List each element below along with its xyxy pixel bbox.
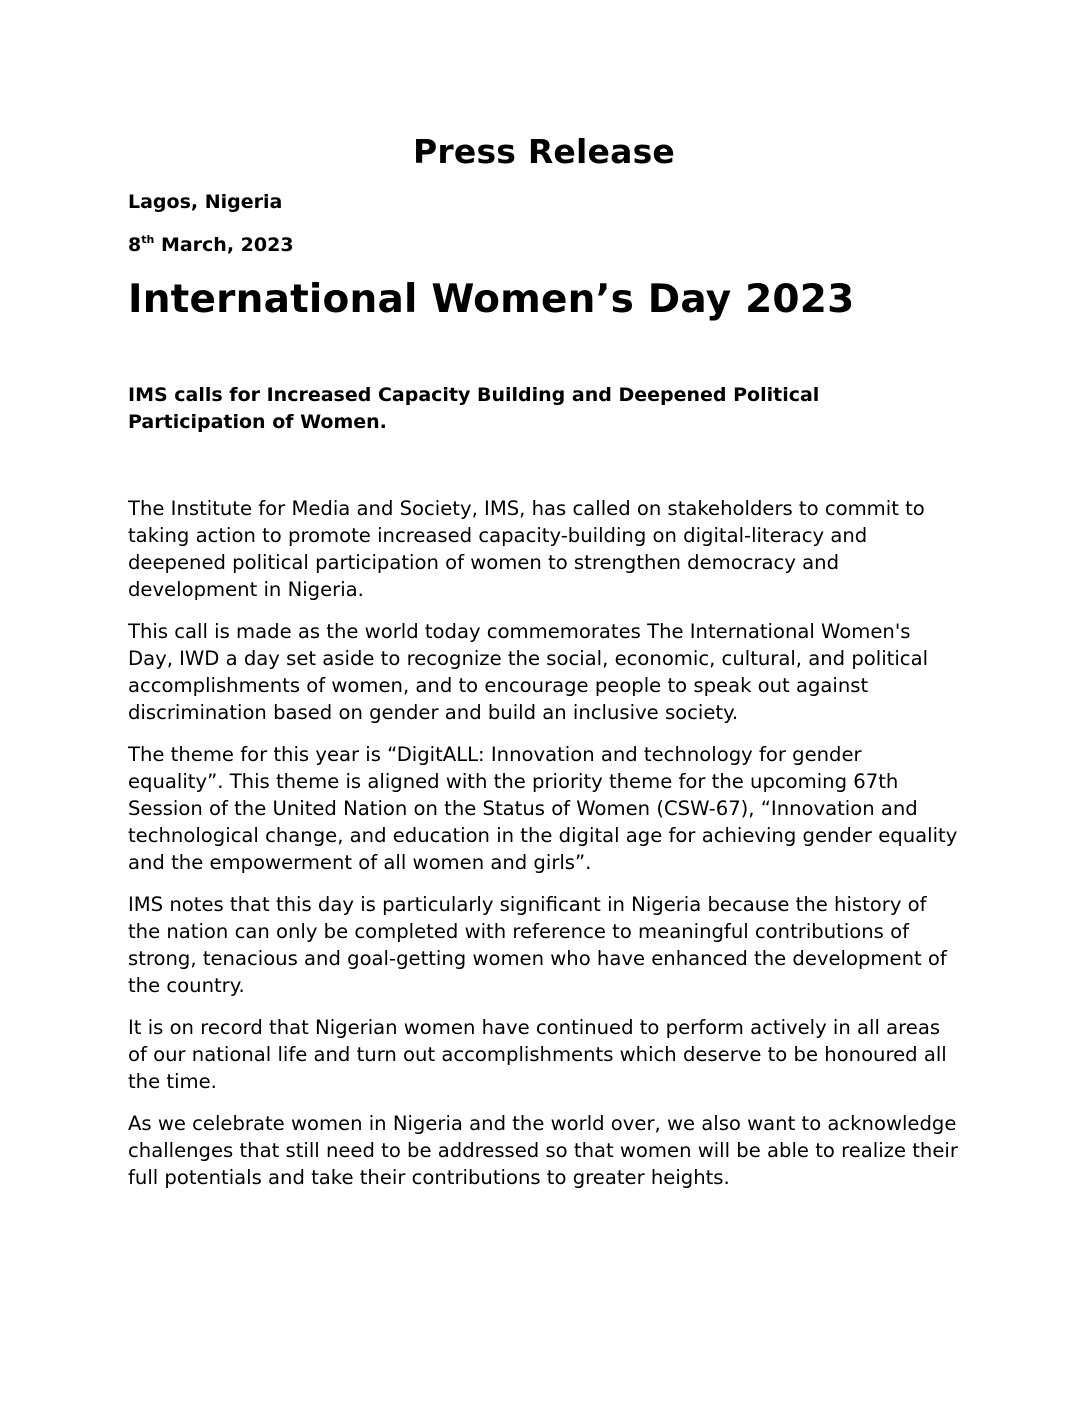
paragraph: This call is made as the world today commemorates The International Women's Day, IWD a day set aside to recognize the social, economic, cultural, and political accomplishments of women, and to encourage people to speak out against discrimination based on gender and build an inclusive society. [128, 620, 929, 724]
date-day: 8 [128, 234, 142, 256]
event-title: International Women’s Day 2023 [128, 277, 855, 322]
paragraph: The Institute for Media and Society, IMS, has called on stakeholders to commit to taking action to promote increased capacity-building on digital-literacy and deepened political participation of women to strengthen democracy and development in Nigeria. [128, 497, 925, 601]
paragraph: The theme for this year is “DigitALL: Innovation and technology for gender equality”. This theme is aligned with the priority theme for the upcoming 67th Session of the United Nation on the Status of Women (CSW-67), “Innovation and technological change, and education in the digital age for achieving gender equality and the empowerment of all women and girls”. [128, 743, 958, 874]
date-month-year: March, 2023 [154, 234, 294, 256]
paragraph: IMS notes that this day is particularly significant in Nigeria because the history of the nation can only be completed with reference to meaningful contributions of strong, tenacious and goal-getting women who have enhanced the development of the country. [128, 893, 947, 997]
document-heading: Press Release [413, 132, 675, 171]
dateline-date [128, 233, 294, 257]
dateline-location: Lagos, Nigeria [128, 191, 283, 213]
paragraph: It is on record that Nigerian women have continued to perform actively in all areas of our national life and turn out accomplishments which deserve to be honoured all the time. [128, 1016, 947, 1093]
subheadline: IMS calls for Increased Capacity Building and Deepened Political Participation of Women. [128, 384, 820, 433]
date-ordinal-suffix: th [141, 232, 155, 246]
paragraph: As we celebrate women in Nigeria and the world over, we also want to acknowledge challenges that still need to be addressed so that women will be able to realize their full potentials and take their contributions to greater heights. [128, 1112, 958, 1189]
body-text [128, 495, 958, 1206]
